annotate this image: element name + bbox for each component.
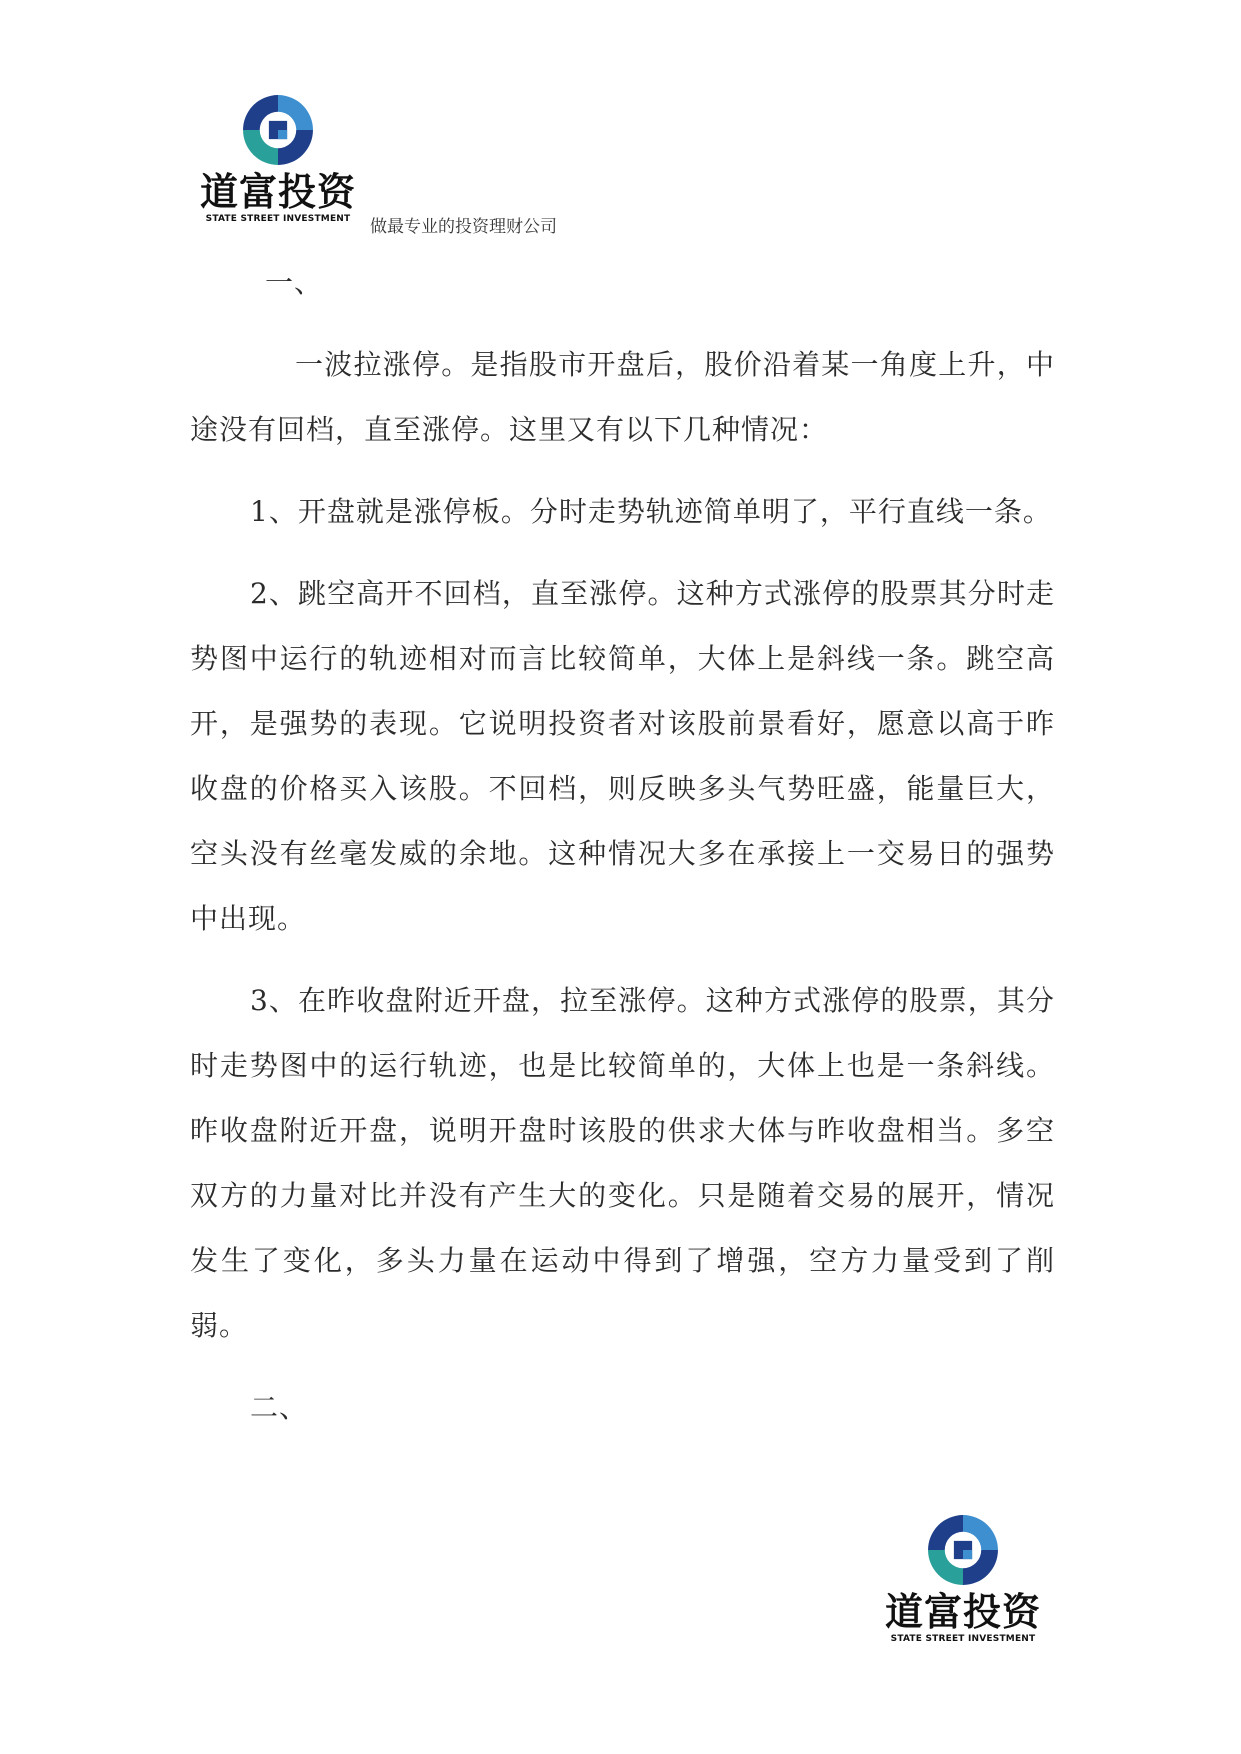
logo-english-name: STATE STREET INVESTMENT	[890, 1634, 1036, 1644]
item-paragraph-3: 3、在昨收盘附近开盘，拉至涨停。这种方式涨停的股票，其分时走势图中的运行轨迹，也是比较简单的，大体上也是一条斜线。昨收盘附近开盘，说明开盘时该股的供求大体与昨收盘相当。多空双方的力量对比并没有产生大的变化。只是随着交易的展开，情况发生了变化，多头力量在运动中得到了增强，空方力量受到了削弱。	[190, 984, 1055, 1342]
footer-logo	[885, 1512, 1041, 1644]
logo-chinese-name: 道富投资	[200, 170, 357, 214]
intro-paragraph: 一波拉涨停。是指股市开盘后，股价沿着某一角度上升，中途没有回档，直至涨停。这里又有以下几种情况：	[190, 348, 1055, 446]
swirl-logo-icon	[240, 92, 316, 168]
swirl-logo-icon	[925, 1512, 1001, 1588]
section-heading-one: 一、	[265, 266, 324, 299]
header-logo	[200, 92, 356, 224]
section-heading-two: 二、	[250, 1391, 309, 1424]
document-body	[190, 250, 1055, 1440]
logo-english-name: STATE STREET INVESTMENT	[205, 214, 351, 224]
item-paragraph-1: 1、开盘就是涨停板。分时走势轨迹简单明了，平行直线一条。	[250, 495, 1052, 528]
logo-chinese-name: 道富投资	[885, 1590, 1042, 1634]
company-slogan: 做最专业的投资理财公司	[370, 217, 557, 237]
item-paragraph-2: 2、跳空高开不回档，直至涨停。这种方式涨停的股票其分时走势图中运行的轨迹相对而言比较简单，大体上是斜线一条。跳空高开，是强势的表现。它说明投资者对该股前景看好，愿意以高于昨收盘的价格买入该股。不回档，则反映多头气势旺盛，能量巨大，空头没有丝毫发威的余地。这种情况大多在承接上一交易日的强势中出现。	[190, 577, 1055, 935]
